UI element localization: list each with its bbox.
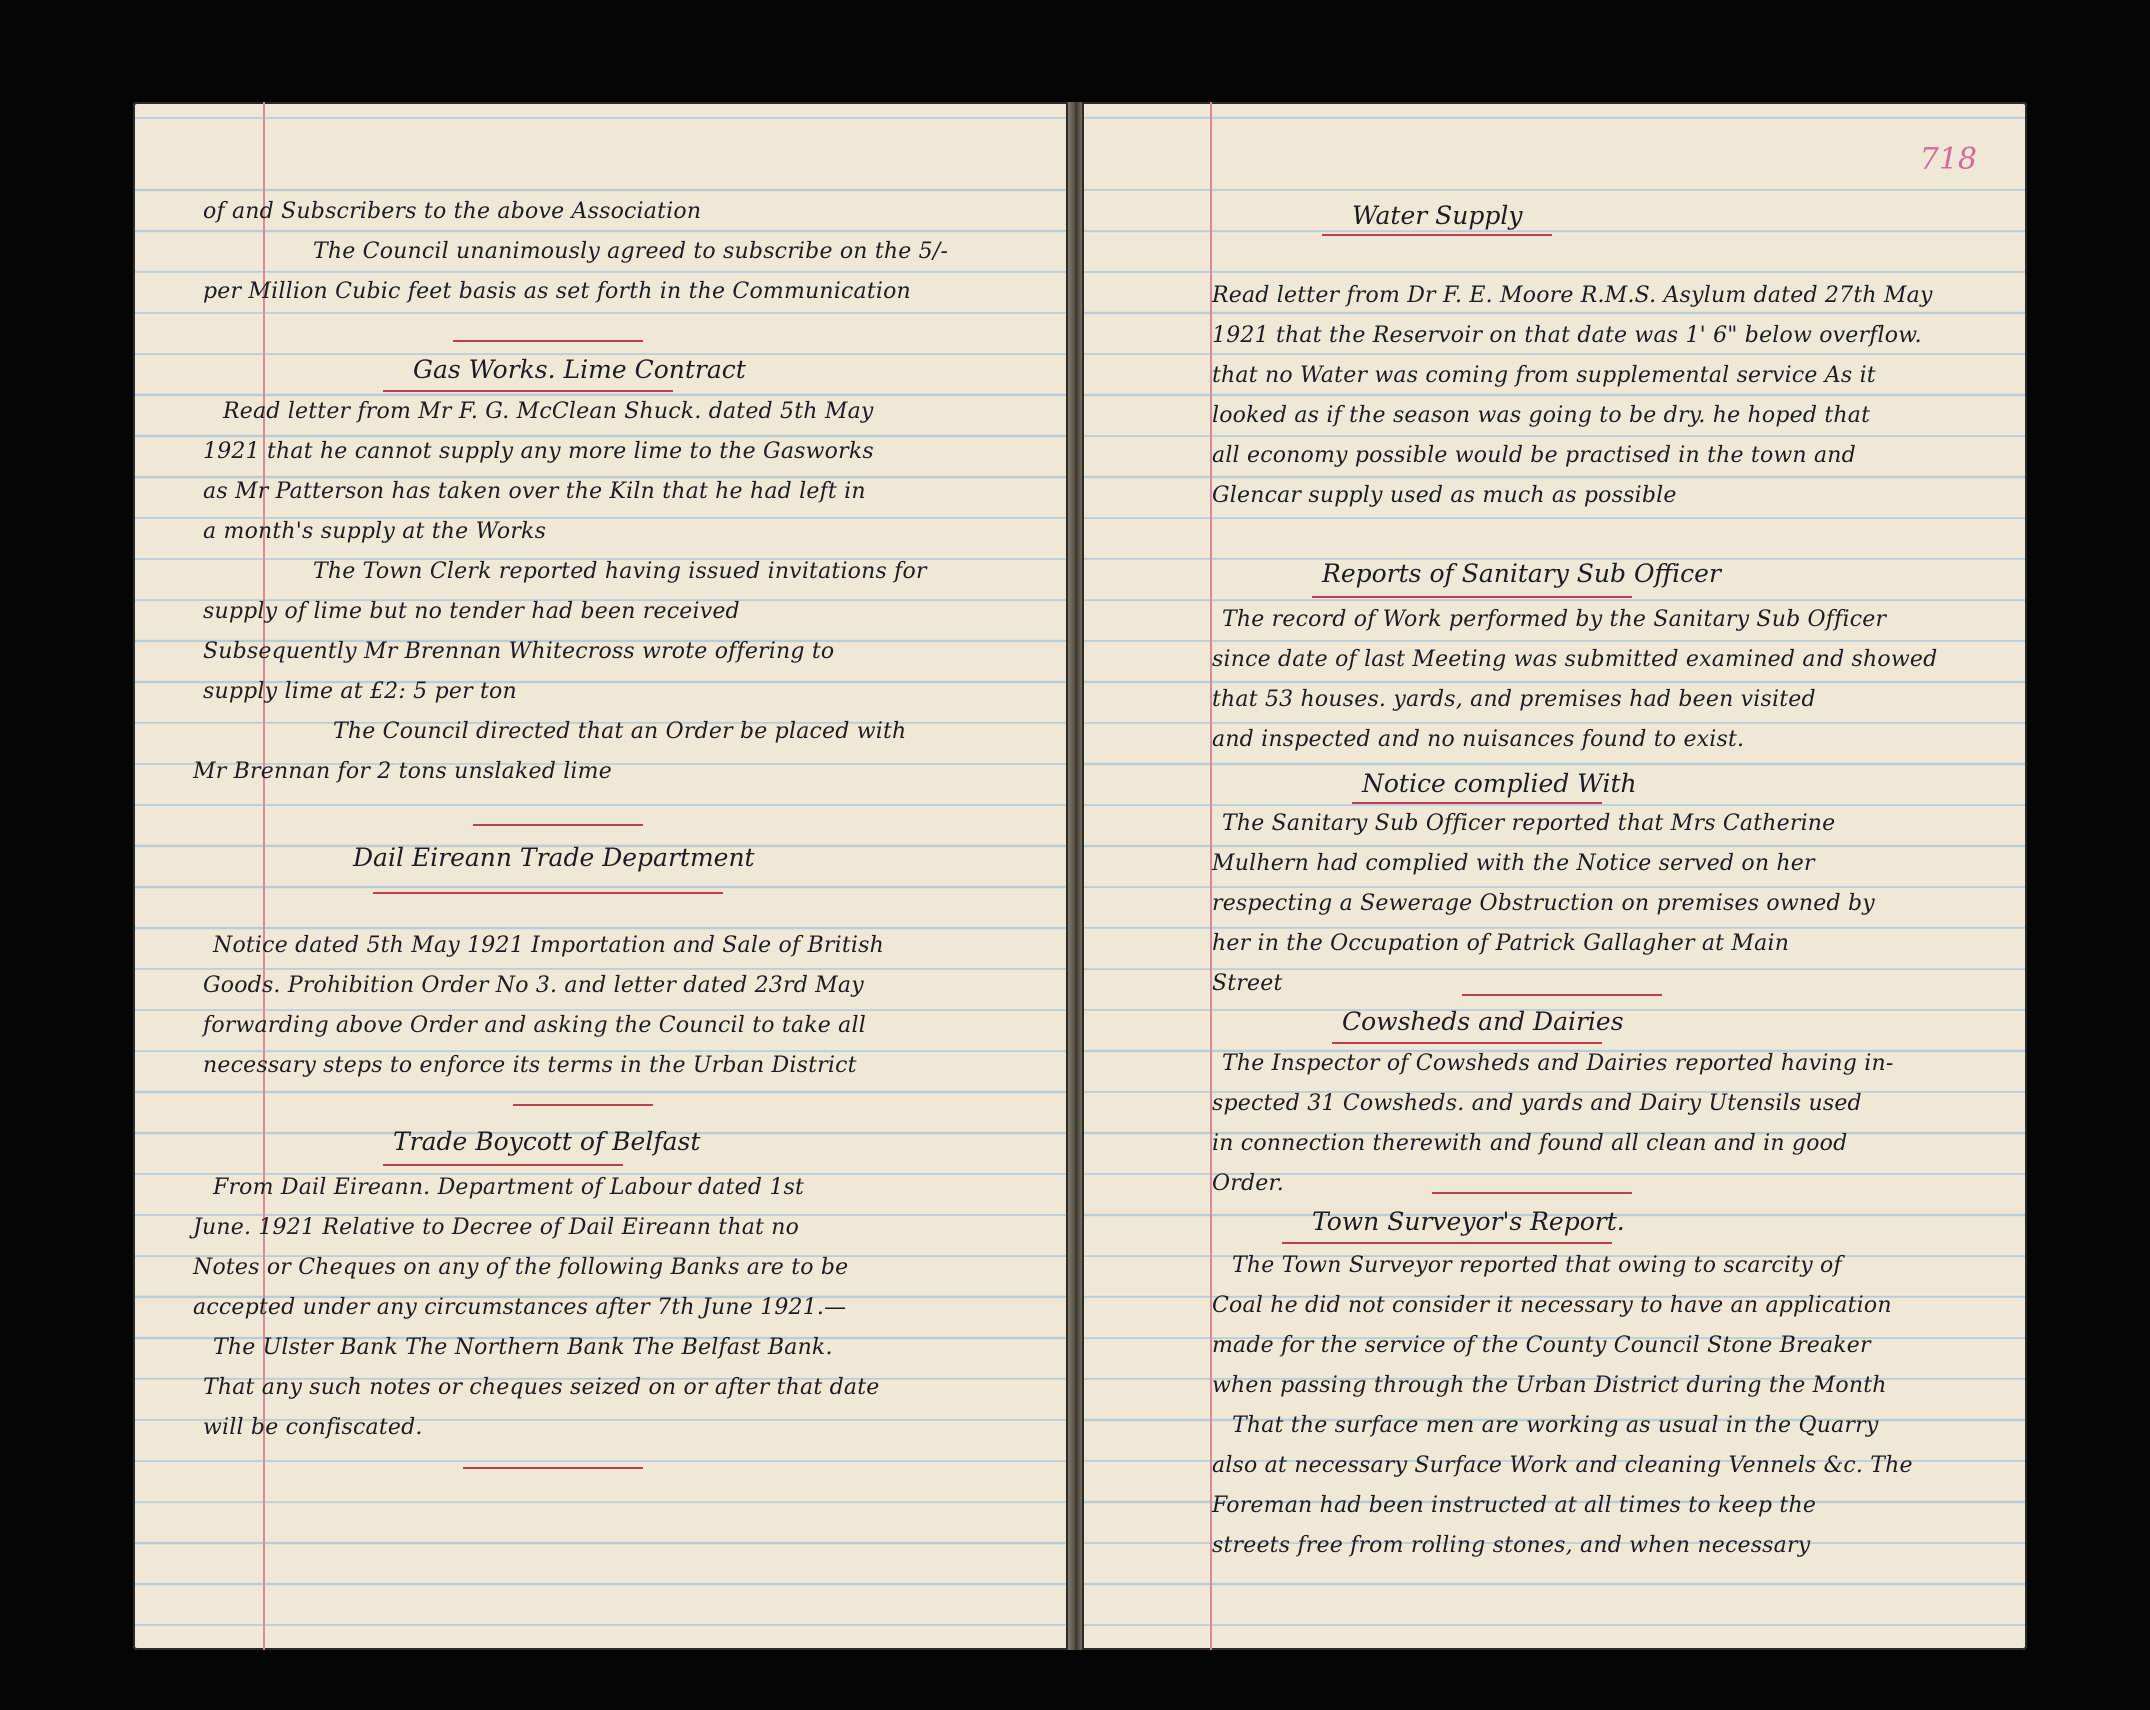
right-page [1082, 102, 2027, 1650]
body-line: Notice dated 5th May 1921 Importation and Sale of British [213, 933, 884, 958]
body-line: supply of lime but no tender had been received [203, 599, 740, 624]
body-line: Notes or Cheques on any of the following Banks are to be [193, 1255, 849, 1280]
body-line: Mulhern had complied with the Notice served on her [1212, 851, 1815, 876]
body-line: respecting a Sewerage Obstruction on premises owned by [1212, 891, 1875, 916]
section-title-dail-eireann: Dail Eireann Trade Department [353, 843, 755, 872]
body-line: a month's supply at the Works [203, 519, 547, 544]
section-divider [513, 1104, 653, 1106]
body-line: necessary steps to enforce its terms in the Urban District [203, 1053, 857, 1078]
body-line: will be confiscated. [203, 1415, 423, 1440]
body-line: since date of last Meeting was submitted examined and showed [1212, 647, 1938, 672]
body-line: all economy possible would be practised in the town and [1212, 443, 1856, 468]
body-line: also at necessary Surface Work and cleaning Vennels &c. The [1212, 1453, 1913, 1478]
section-title-gas-works: Gas Works. Lime Contract [413, 355, 746, 384]
body-line: Foreman had been instructed at all times to keep the [1212, 1493, 1817, 1518]
body-line: in connection therewith and found all clean and in good [1212, 1131, 1848, 1156]
section-divider [463, 1467, 643, 1469]
body-line: 1921 that he cannot supply any more lime to the Gasworks [203, 439, 874, 464]
section-title-cowsheds: Cowsheds and Dairies [1342, 1007, 1624, 1036]
title-underline [383, 1164, 623, 1166]
body-line: The Inspector of Cowsheds and Dairies reported having in- [1222, 1051, 1894, 1076]
body-line: forwarding above Order and asking the Council to take all [203, 1013, 866, 1038]
body-line: Mr Brennan for 2 tons unslaked lime [193, 759, 612, 784]
section-divider [453, 340, 643, 342]
title-underline [373, 892, 723, 894]
body-line: her in the Occupation of Patrick Gallagher at Main [1212, 931, 1790, 956]
body-line: The Town Clerk reported having issued invitations for [313, 559, 927, 584]
body-line: and inspected and no nuisances found to exist. [1212, 727, 1745, 752]
page-number: 718 [1919, 142, 1977, 177]
body-line: made for the service of the County Council Stone Breaker [1212, 1333, 1871, 1358]
left-page [133, 102, 1068, 1650]
body-line: The Council directed that an Order be placed with [333, 719, 907, 744]
intro-line: of and Subscribers to the above Association [203, 199, 702, 224]
body-line: That the surface men are working as usual in the Quarry [1232, 1413, 1879, 1438]
body-line: The Town Surveyor reported that owing to scarcity of [1232, 1253, 1842, 1278]
body-line: that no Water was coming from supplemental service As it [1212, 363, 1876, 388]
body-line: Read letter from Dr F. E. Moore R.M.S. Asylum dated 27th May [1212, 283, 1933, 308]
body-line: supply lime at £2: 5 per ton [203, 679, 517, 704]
section-title-notice-complied: Notice complied With [1362, 769, 1637, 798]
body-line: From Dail Eireann. Department of Labour dated 1st [213, 1175, 805, 1200]
body-line: as Mr Patterson has taken over the Kiln that he had left in [203, 479, 866, 504]
body-line: Glencar supply used as much as possible [1212, 483, 1677, 508]
section-divider [1432, 1192, 1632, 1194]
intro-line: per Million Cubic feet basis as set forth in the Communication [203, 279, 911, 304]
body-line: spected 31 Cowsheds. and yards and Dairy Utensils used [1212, 1091, 1862, 1116]
body-line: Coal he did not consider it necessary to have an application [1212, 1293, 1892, 1318]
body-line: The Ulster Bank The Northern Bank The Belfast Bank. [213, 1335, 833, 1360]
body-line: June. 1921 Relative to Decree of Dail Eireann that no [193, 1215, 800, 1240]
body-line: Read letter from Mr F. G. McClean Shuck. dated 5th May [223, 399, 874, 424]
title-underline [1282, 1242, 1612, 1244]
section-title-town-surveyor: Town Surveyor's Report. [1312, 1207, 1625, 1236]
body-line: The record of Work performed by the Sanitary Sub Officer [1222, 607, 1887, 632]
body-line: Order. [1212, 1171, 1284, 1196]
body-line: looked as if the season was going to be dry. he hoped that [1212, 403, 1871, 428]
section-title-sanitary-reports: Reports of Sanitary Sub Officer [1322, 559, 1721, 588]
section-title-water-supply: Water Supply [1352, 201, 1523, 230]
body-line: that 53 houses. yards, and premises had been visited [1212, 687, 1816, 712]
body-line: Subsequently Mr Brennan Whitecross wrote offering to [203, 639, 835, 664]
body-line: The Sanitary Sub Officer reported that Mrs Catherine [1222, 811, 1836, 836]
body-line: accepted under any circumstances after 7th June 1921.— [193, 1295, 847, 1320]
title-underline [1322, 234, 1552, 236]
section-title-trade-boycott: Trade Boycott of Belfast [393, 1127, 701, 1156]
body-line: That any such notes or cheques seized on or after that date [203, 1375, 880, 1400]
section-divider [1462, 994, 1662, 996]
body-line: Goods. Prohibition Order No 3. and letter dated 23rd May [203, 973, 864, 998]
body-line: Street [1212, 971, 1283, 996]
body-line: when passing through the Urban District during the Month [1212, 1373, 1887, 1398]
section-divider [473, 824, 643, 826]
body-line: 1921 that the Reservoir on that date was 1' 6" below overflow. [1212, 323, 1922, 348]
title-underline [1312, 596, 1632, 598]
intro-line: The Council unanimously agreed to subscribe on the 5/- [313, 239, 949, 264]
body-line: streets free from rolling stones, and when necessary [1212, 1533, 1811, 1558]
